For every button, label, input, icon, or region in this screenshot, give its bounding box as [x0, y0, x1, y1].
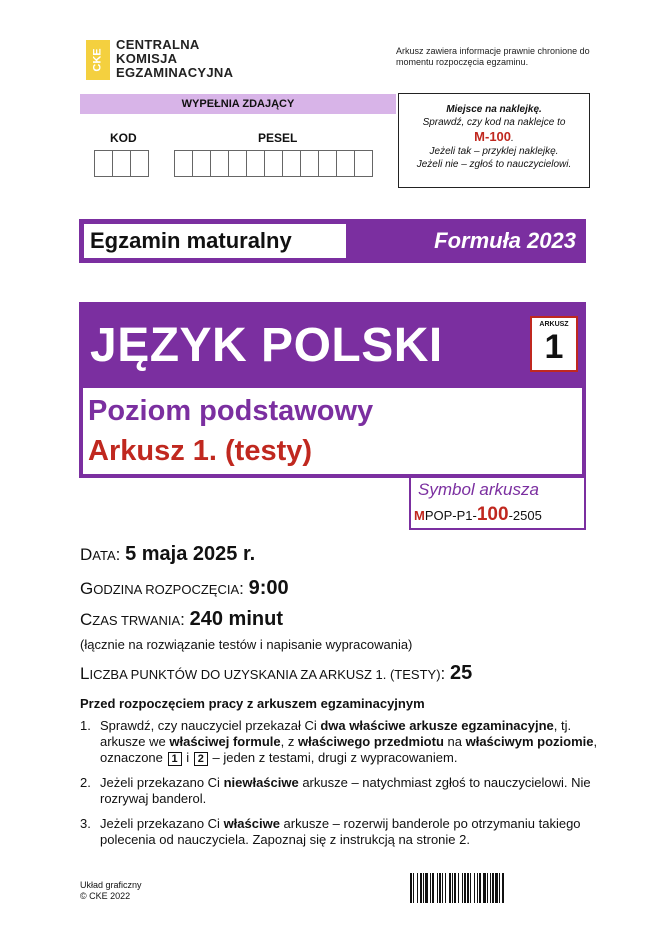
cke-logo-mark: CKE — [86, 40, 110, 80]
sticker-area: Miejsce na naklejkę. Sprawdź, czy kod na naklejce to M-100. Jeżeli tak – przyklej naklejkę. Jeżeli nie – zgłoś to nauczycielowi. — [398, 93, 590, 188]
list-item: 2. Jeżeli przekazano Ci niewłaściwe arkusze – natychmiast zgłoś to nauczycielowi. Nie rozrywaj banderol. — [80, 775, 591, 806]
footer-credit: Układ graficzny © CKE 2022 — [80, 880, 142, 901]
start-time: GODZINA ROZPOCZĘCIA: 9:00 — [80, 577, 289, 599]
kod-field[interactable] — [94, 150, 148, 177]
duration-note: (łącznie na rozwiązanie testów i napisanie wypracowania) — [80, 637, 413, 652]
exam-type: Egzamin maturalny — [84, 224, 346, 258]
cke-logo-text: CENTRALNA KOMISJA EGZAMINACYJNA — [116, 37, 234, 80]
barcode — [410, 873, 580, 903]
pesel-label: PESEL — [258, 131, 298, 145]
exam-date: DATA: 5 maja 2025 r. — [80, 543, 256, 565]
list-item: 1. Sprawdź, czy nauczyciel przekazał Ci dwa właściwe arkusze egzaminacyjne, tj. arkusze we właściwej formule, z właściwego przedmiotu na właściwym poziomie, oznaczone 1 i 2 – jeden z testami, drugi z wypracowaniem. — [80, 718, 598, 765]
duration: CZAS TRWANIA: 240 minut — [80, 608, 283, 630]
list-item: 3. Jeżeli przekazano Ci właściwe arkusze – rozerwij banderole po otrzymaniu takiego polecenia od nauczyciela. Zapoznaj się z instrukcją na stronie 2. — [80, 816, 581, 847]
arkusz-title: Arkusz 1. (testy) — [88, 435, 313, 467]
symbol-title: Symbol arkusza — [418, 480, 539, 499]
points: LICZBA PUNKTÓW DO UZYSKANIA ZA ARKUSZ 1. (TESTY): 25 — [80, 662, 473, 684]
exam-formula: Formuła 2023 — [434, 228, 576, 253]
sticker-code: M-100 — [474, 129, 512, 144]
arkusz-badge: ARKUSZ 1 — [530, 316, 578, 372]
confidential-notice: Arkusz zawiera informacje prawnie chronione do momentu rozpoczęcia egzaminu. — [396, 46, 590, 67]
pesel-field[interactable] — [174, 150, 372, 177]
level-title: Poziom podstawowy — [88, 395, 374, 427]
subject-title: JĘZYK POLSKI — [90, 319, 443, 372]
instructions-list — [80, 718, 600, 857]
fill-in-header: WYPEŁNIA ZDAJĄCY — [80, 94, 396, 114]
instructions-title: Przed rozpoczęciem pracy z arkuszem egzaminacyjnym — [80, 696, 425, 711]
kod-label: KOD — [110, 131, 137, 145]
symbol-code: MPOP-P1-100-2505 — [414, 504, 542, 525]
